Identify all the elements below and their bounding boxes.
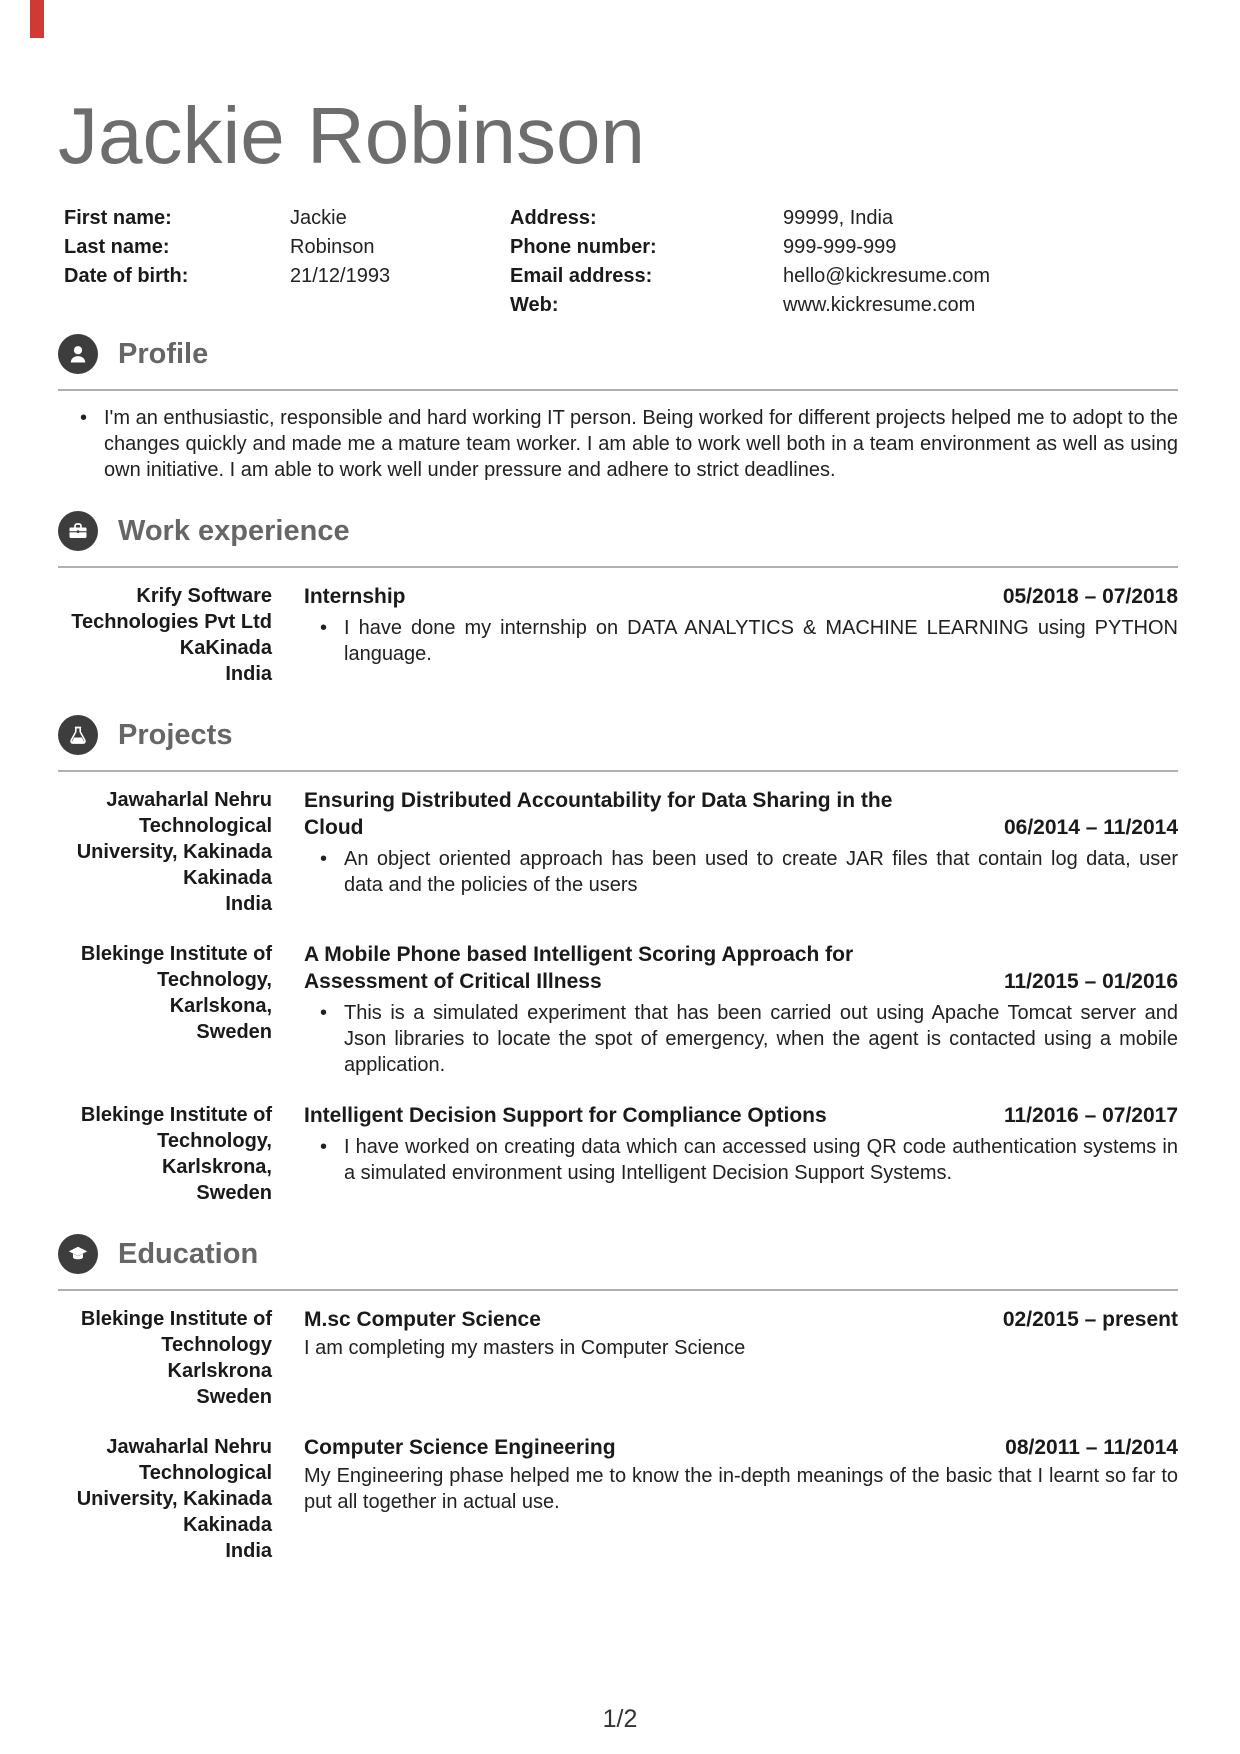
field-label: Web: — [510, 294, 559, 316]
personal-info-right-column — [510, 204, 1178, 320]
entry-title-line: M.sc Computer Science — [304, 1308, 541, 1331]
entry-title — [304, 787, 892, 841]
entry-bullet: • An object oriented approach has been used to create JAR files that contain log data, user data and the policies of the users — [304, 846, 1178, 898]
entry-dates: 11/2016 – 07/2017 — [1003, 1104, 1178, 1127]
entry-title-row — [304, 787, 1178, 841]
entry-description: My Engineering phase helped me to know the in-depth meanings of the basic that I learnt so far to put all together in actual use. — [304, 1465, 1178, 1513]
entry-dates: 11/2015 – 01/2016 — [1003, 970, 1178, 993]
organization-line: Karlskrona, — [161, 1156, 272, 1178]
section-title: Education — [118, 1237, 259, 1270]
entry-title — [304, 583, 406, 610]
organization-line: University, Kakinada — [76, 841, 272, 863]
field-phone-number — [510, 233, 1178, 262]
section-header-projects — [58, 715, 1178, 755]
field-label: Phone number: — [510, 236, 657, 258]
field-last-name — [64, 233, 510, 262]
organization-line: KaKinada — [179, 637, 272, 659]
entry-title — [304, 1434, 616, 1461]
field-value: hello@kickresume.com — [783, 265, 991, 287]
field-label: Date of birth: — [64, 265, 189, 287]
work-entry — [58, 583, 1178, 687]
organization-line: Technology, — [157, 1130, 272, 1152]
field-value: 21/12/1993 — [290, 265, 391, 287]
entry-bullet: • I have worked on creating data which can accessed using QR code authentication systems in a simulated environment using Intelligent Decision Support Systems. — [304, 1134, 1178, 1186]
organization-line: India — [225, 1540, 272, 1562]
section-divider — [58, 1289, 1178, 1291]
organization-line: Karlskona, — [169, 995, 272, 1017]
organization-line: Technology — [161, 1334, 272, 1356]
section-divider — [58, 566, 1178, 568]
field-first-name — [64, 204, 510, 233]
entry-title-row — [304, 941, 1178, 995]
project-entry — [58, 787, 1178, 917]
organization-line: Kakinada — [183, 867, 272, 889]
section-divider — [58, 389, 1178, 391]
organization-line: Technological — [139, 1462, 272, 1484]
entry-title-line: A Mobile Phone based Intelligent Scoring Approach for — [304, 943, 854, 966]
entry-dates: 02/2015 – present — [1002, 1308, 1178, 1331]
education-entry — [58, 1306, 1178, 1410]
field-value: www.kickresume.com — [783, 294, 976, 316]
organization-line: Blekinge Institute of — [80, 1308, 272, 1330]
graduation-cap-icon — [58, 1234, 98, 1274]
entry-title-line: Intelligent Decision Support for Compliance Options — [304, 1104, 827, 1127]
entry-title-line: Computer Science Engineering — [304, 1436, 616, 1459]
organization — [58, 583, 272, 687]
field-address — [510, 204, 1178, 233]
personal-info-left-column — [64, 204, 510, 320]
organization-line: India — [225, 663, 272, 685]
entry-main — [304, 787, 1178, 917]
organization — [58, 1102, 272, 1206]
person-name: Jackie Robinson — [58, 91, 645, 180]
organization-line: Krify Software — [136, 585, 272, 607]
entry-title-row — [304, 1102, 1178, 1129]
organization-line: University, Kakinada — [76, 1488, 272, 1510]
field-value: Robinson — [290, 236, 375, 258]
entry-main — [304, 1434, 1178, 1564]
entry-title — [304, 941, 853, 995]
entry-title — [304, 1306, 541, 1333]
field-label: Email address: — [510, 265, 653, 287]
entry-title — [304, 1102, 827, 1129]
entry-title-line: Assessment of Critical Illness — [304, 970, 602, 993]
field-label: Address: — [510, 207, 597, 229]
entry-main — [304, 1102, 1178, 1206]
organization-line: Sweden — [196, 1182, 272, 1204]
personal-info — [64, 204, 1178, 320]
organization-line: Technological — [139, 815, 272, 837]
flask-icon — [58, 715, 98, 755]
organization-line: Jawaharlal Nehru — [106, 789, 272, 811]
entry-main — [304, 583, 1178, 687]
field-date-of-birth — [64, 262, 510, 291]
organization-line: Karlskrona — [167, 1360, 272, 1382]
entry-bullet: • I have done my internship on DATA ANALYTICS & MACHINE LEARNING using PYTHON language. — [304, 615, 1178, 667]
section-header-work-experience — [58, 511, 1178, 551]
entry-title-row — [304, 1306, 1178, 1333]
organization-line: Jawaharlal Nehru — [106, 1436, 272, 1458]
field-value: 999-999-999 — [783, 236, 897, 258]
field-value: Jackie — [290, 207, 347, 229]
section-header-education — [58, 1234, 1178, 1274]
page-indicator: 1/2 — [602, 1705, 638, 1733]
organization — [58, 941, 272, 1078]
field-email-address — [510, 262, 1178, 291]
entry-dates: 06/2014 – 11/2014 — [1003, 816, 1178, 839]
project-entry — [58, 1102, 1178, 1206]
organization — [58, 1434, 272, 1564]
organization-line: Sweden — [196, 1386, 272, 1408]
organization-line: Technology, — [157, 969, 272, 991]
accent-ribbon — [30, 0, 44, 38]
organization-line: Technologies Pvt Ltd — [71, 611, 272, 633]
entry-title-row — [304, 583, 1178, 610]
entry-title-row — [304, 1434, 1178, 1461]
field-label: Last name: — [64, 236, 170, 258]
entry-dates: 05/2018 – 07/2018 — [1002, 585, 1178, 608]
organization-line: Blekinge Institute of — [80, 943, 272, 965]
entry-main — [304, 1306, 1178, 1410]
entry-title-line: Ensuring Distributed Accountability for Data Sharing in the — [304, 789, 893, 812]
entry-description: I am completing my masters in Computer Science — [304, 1337, 746, 1359]
field-web — [510, 291, 1178, 320]
education-entry — [58, 1434, 1178, 1564]
organization-line: Blekinge Institute of — [80, 1104, 272, 1126]
entry-title-line: Internship — [304, 585, 406, 608]
section-divider — [58, 770, 1178, 772]
organization — [58, 787, 272, 917]
profile-body — [58, 405, 1178, 483]
project-entry — [58, 941, 1178, 1078]
organization-line: India — [225, 893, 272, 915]
section-title: Work experience — [118, 514, 350, 547]
briefcase-icon — [58, 511, 98, 551]
person-icon — [58, 334, 98, 374]
section-header-profile — [58, 334, 1178, 374]
entry-dates: 08/2011 – 11/2014 — [1005, 1436, 1178, 1459]
field-value: 99999, India — [783, 207, 894, 229]
organization-line: Kakinada — [183, 1514, 272, 1536]
section-title: Projects — [118, 718, 233, 751]
field-label: First name: — [64, 207, 172, 229]
entry-title-line: Cloud — [304, 816, 364, 839]
section-title: Profile — [118, 337, 209, 370]
organization-line: Sweden — [196, 1021, 272, 1043]
profile-bullet: • I'm an enthusiastic, responsible and hard working IT person. Being worked for different projects helped me to adopt to the changes quickly and made me a mature team worker. I am able to work well both in a team environment as well as using own initiative. I am able to work well under pressure and adhere to strict deadlines. — [58, 405, 1178, 483]
entry-bullet: • This is a simulated experiment that has been carried out using Apache Tomcat server and Json libraries to locate the spot of emergency, when the agent is contacted using a mobile application. — [304, 1000, 1178, 1078]
organization — [58, 1306, 272, 1410]
entry-main — [304, 941, 1178, 1078]
